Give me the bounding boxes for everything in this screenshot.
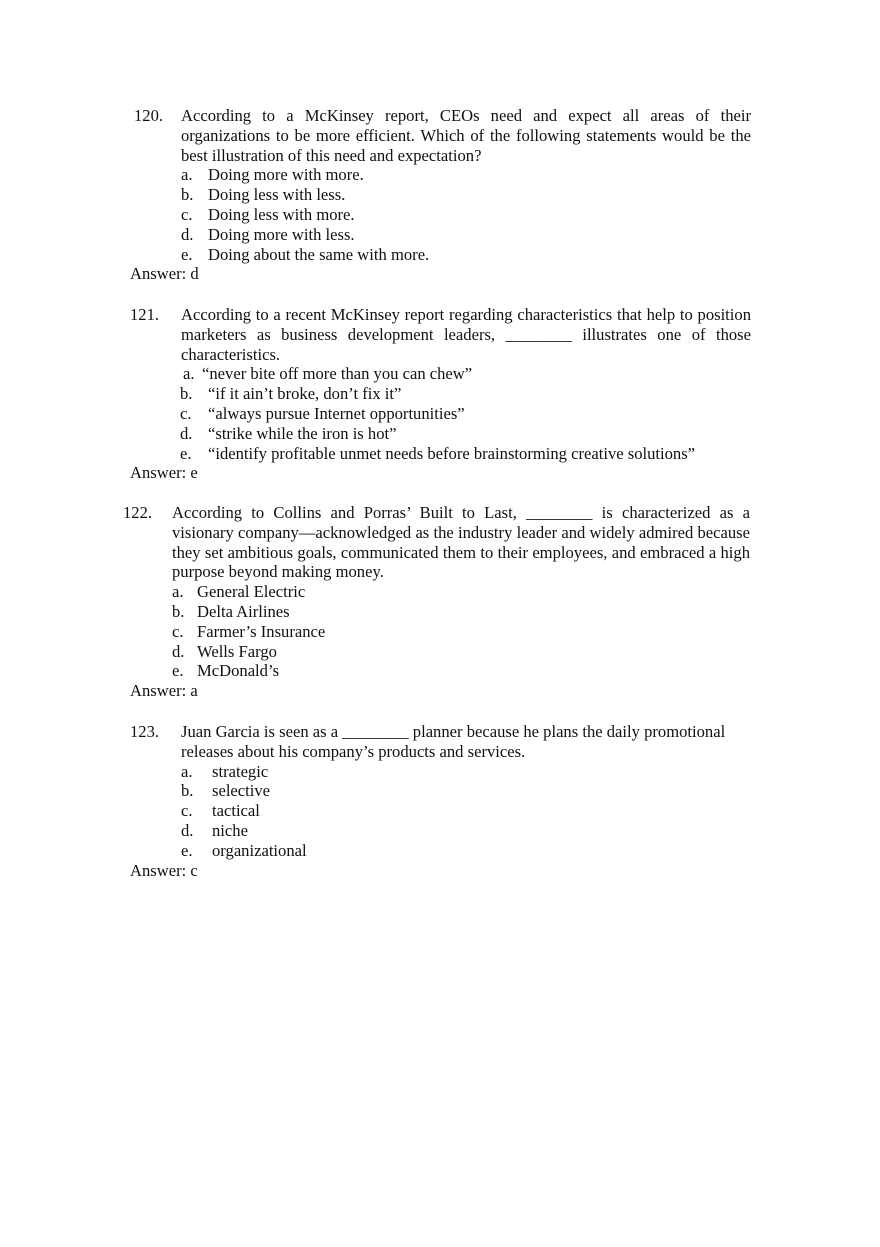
option-text: “strike while the iron is hot” bbox=[208, 423, 397, 443]
option-text: organizational bbox=[212, 840, 307, 860]
option-text: Doing about the same with more. bbox=[208, 244, 430, 264]
question-stem: Juan Garcia is seen as a ________ planner because he plans the daily promotional releases about his company’s products and services. bbox=[181, 722, 726, 761]
option-letter: d. bbox=[181, 820, 194, 840]
option-d bbox=[0, 821, 880, 841]
question-123 bbox=[0, 722, 880, 880]
option-a bbox=[0, 165, 880, 185]
option-text: Doing more with less. bbox=[208, 224, 355, 244]
option-letter: a. bbox=[183, 364, 195, 384]
question-121 bbox=[0, 305, 880, 483]
option-text: “never bite off more than you can chew” bbox=[202, 364, 473, 384]
option-text: Doing less with less. bbox=[208, 185, 346, 205]
option-e bbox=[0, 661, 880, 681]
option-letter: a. bbox=[181, 761, 193, 781]
option-e bbox=[0, 245, 880, 265]
option-letter: b. bbox=[181, 185, 194, 205]
option-letter: c. bbox=[172, 621, 184, 641]
option-letter: a. bbox=[172, 582, 184, 602]
question-stem: According to a McKinsey report, CEOs need and expect all areas of their organizations to be more efficient. Which of the following statements would be the best illustration of this need and expectation? bbox=[181, 106, 751, 165]
option-d bbox=[0, 424, 880, 444]
option-letter: e. bbox=[172, 661, 184, 681]
option-letter: b. bbox=[180, 384, 193, 404]
question-122 bbox=[0, 503, 880, 701]
option-text: Doing more with more. bbox=[208, 165, 364, 185]
option-text: niche bbox=[212, 820, 248, 840]
option-letter: d. bbox=[180, 423, 193, 443]
option-letter: c. bbox=[181, 204, 193, 224]
option-b bbox=[0, 602, 880, 622]
option-d bbox=[0, 225, 880, 245]
option-text: McDonald’s bbox=[197, 661, 280, 681]
question-stem: According to a recent McKinsey report regarding characteristics that help to position marketers as business development leaders, ________ illustrates one of those characteristics. bbox=[181, 305, 751, 364]
option-text: General Electric bbox=[197, 582, 306, 602]
option-text: tactical bbox=[212, 801, 260, 821]
option-letter: e. bbox=[180, 443, 192, 463]
answer-line: Answer: a bbox=[130, 681, 198, 701]
question-120 bbox=[0, 106, 880, 284]
option-c bbox=[0, 801, 880, 821]
option-c bbox=[0, 205, 880, 225]
answer-line: Answer: e bbox=[130, 463, 198, 483]
option-text: Farmer’s Insurance bbox=[197, 621, 326, 641]
option-c bbox=[0, 622, 880, 642]
option-letter: b. bbox=[181, 781, 194, 801]
option-b bbox=[0, 384, 880, 404]
option-letter: d. bbox=[172, 641, 185, 661]
option-text: Doing less with more. bbox=[208, 204, 355, 224]
option-letter: a. bbox=[181, 165, 193, 185]
option-letter: d. bbox=[181, 224, 194, 244]
question-number: 121. bbox=[130, 305, 160, 324]
option-text: Delta Airlines bbox=[197, 601, 290, 621]
option-text: strategic bbox=[212, 761, 269, 781]
option-d bbox=[0, 642, 880, 662]
option-e bbox=[0, 841, 880, 861]
option-text: “always pursue Internet opportunities” bbox=[208, 403, 465, 423]
option-e bbox=[0, 444, 880, 464]
option-letter: c. bbox=[180, 403, 192, 423]
question-number: 123. bbox=[130, 722, 160, 741]
option-text: Wells Fargo bbox=[197, 641, 277, 661]
option-c bbox=[0, 404, 880, 424]
option-b bbox=[0, 185, 880, 205]
question-stem: According to Collins and Porras’ Built to Last, ________ is characterized as a visionary company—acknowledged as the industry leader and widely admired because they set ambitious goals, communicated them to their employees, and embraced a high purpose beyond making money. bbox=[172, 503, 750, 582]
option-a bbox=[0, 364, 880, 384]
option-letter: c. bbox=[181, 801, 193, 821]
option-text: “identify profitable unmet needs before brainstorming creative solutions” bbox=[208, 443, 696, 463]
question-number: 122. bbox=[123, 503, 153, 522]
option-letter: b. bbox=[172, 601, 185, 621]
answer-line: Answer: c bbox=[130, 860, 198, 880]
option-b bbox=[0, 781, 880, 801]
option-text: selective bbox=[212, 781, 271, 801]
option-a bbox=[0, 582, 880, 602]
answer-line: Answer: d bbox=[130, 264, 199, 284]
question-number: 120. bbox=[134, 106, 164, 125]
option-letter: e. bbox=[181, 244, 193, 264]
option-a bbox=[0, 762, 880, 782]
option-letter: e. bbox=[181, 840, 193, 860]
option-text: “if it ain’t broke, don’t fix it” bbox=[208, 384, 402, 404]
